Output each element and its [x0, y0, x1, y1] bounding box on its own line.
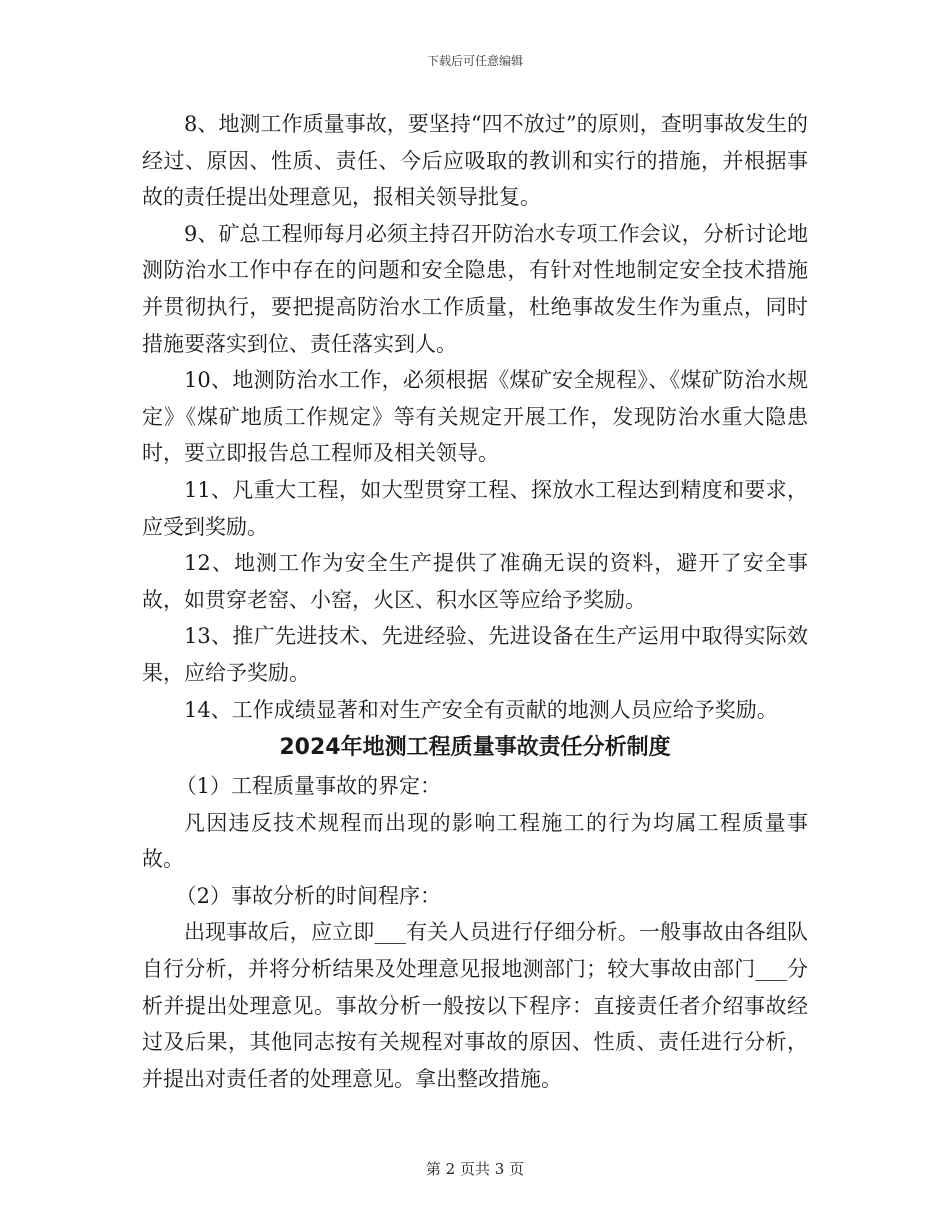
subheading-2: （2）事故分析的时间程序： — [175, 883, 441, 908]
paragraph-14: 14、工作成绩显著和对生产安全有贡献的地测人员应给予奖励。 — [184, 697, 778, 722]
paragraph-10: 10、地测防治水工作，必须根据《煤矿安全规程》、《煤矿防治水规定》《煤矿地质工作规定》等有关规定开展工作，发现防治水重大隐患时，要立即报告总工程师及相关领导。 — [142, 368, 808, 466]
paragraph-11: 11、凡重大工程，如大型贯穿工程、探放水工程达到精度和要求，应受到奖励。 — [142, 477, 808, 539]
paragraph-8: 8、地测工作质量事故，要坚持“四不放过”的原则，查明事故发生的经过、原因、性质、责任、今后应吸取的教训和实行的措施，并根据事故的责任提出处理意见，报相关领导批复。 — [142, 112, 808, 210]
paragraph-procedure: 出现事故后，应立即___有关人员进行仔细分析。一般事故由各组队自行分析，并将分析结果及处理意见报地测部门；较大事故由部门___分析并提出处理意见。事故分析一般按以下程序：直接责任者介绍事故经过及后果，其他同志按有关规程对事故的原因、性质、责任进行分析，并提出对责任者的处理意见。拿出整改措施。 — [142, 920, 808, 1091]
section-title: 2024年地测工程质量事故责任分析制度 — [279, 735, 671, 761]
paragraph-9: 9、矿总工程师每月必须主持召开防治水专项工作会议，分析讨论地测防治水工作中存在的问题和安全隐患，有针对性地制定安全技术措施并贯彻执行，要把提高防治水工作质量，杜绝事故发生作为重点，同时措施要落实到位、责任落实到人。 — [142, 221, 808, 356]
paragraph-12: 12、地测工作为安全生产提供了准确无误的资料，避开了安全事故，如贯穿老窑、小窑，火区、积水区等应给予奖励。 — [142, 551, 808, 612]
subheading-1: （1）工程质量事故的界定： — [175, 774, 441, 799]
page-header: 下载后可任意编辑 — [426, 54, 523, 68]
paragraph-definition: 凡因违反技术规程而出现的影响工程施工的行为均属工程质量事故。 — [142, 810, 808, 872]
document-body — [142, 106, 808, 1097]
page-footer: 第 2 页共 3 页 — [425, 1160, 525, 1178]
paragraph-13: 13、推广先进技术、先进经验、先进设备在生产运用中取得实际效果，应给予奖励。 — [142, 624, 808, 685]
